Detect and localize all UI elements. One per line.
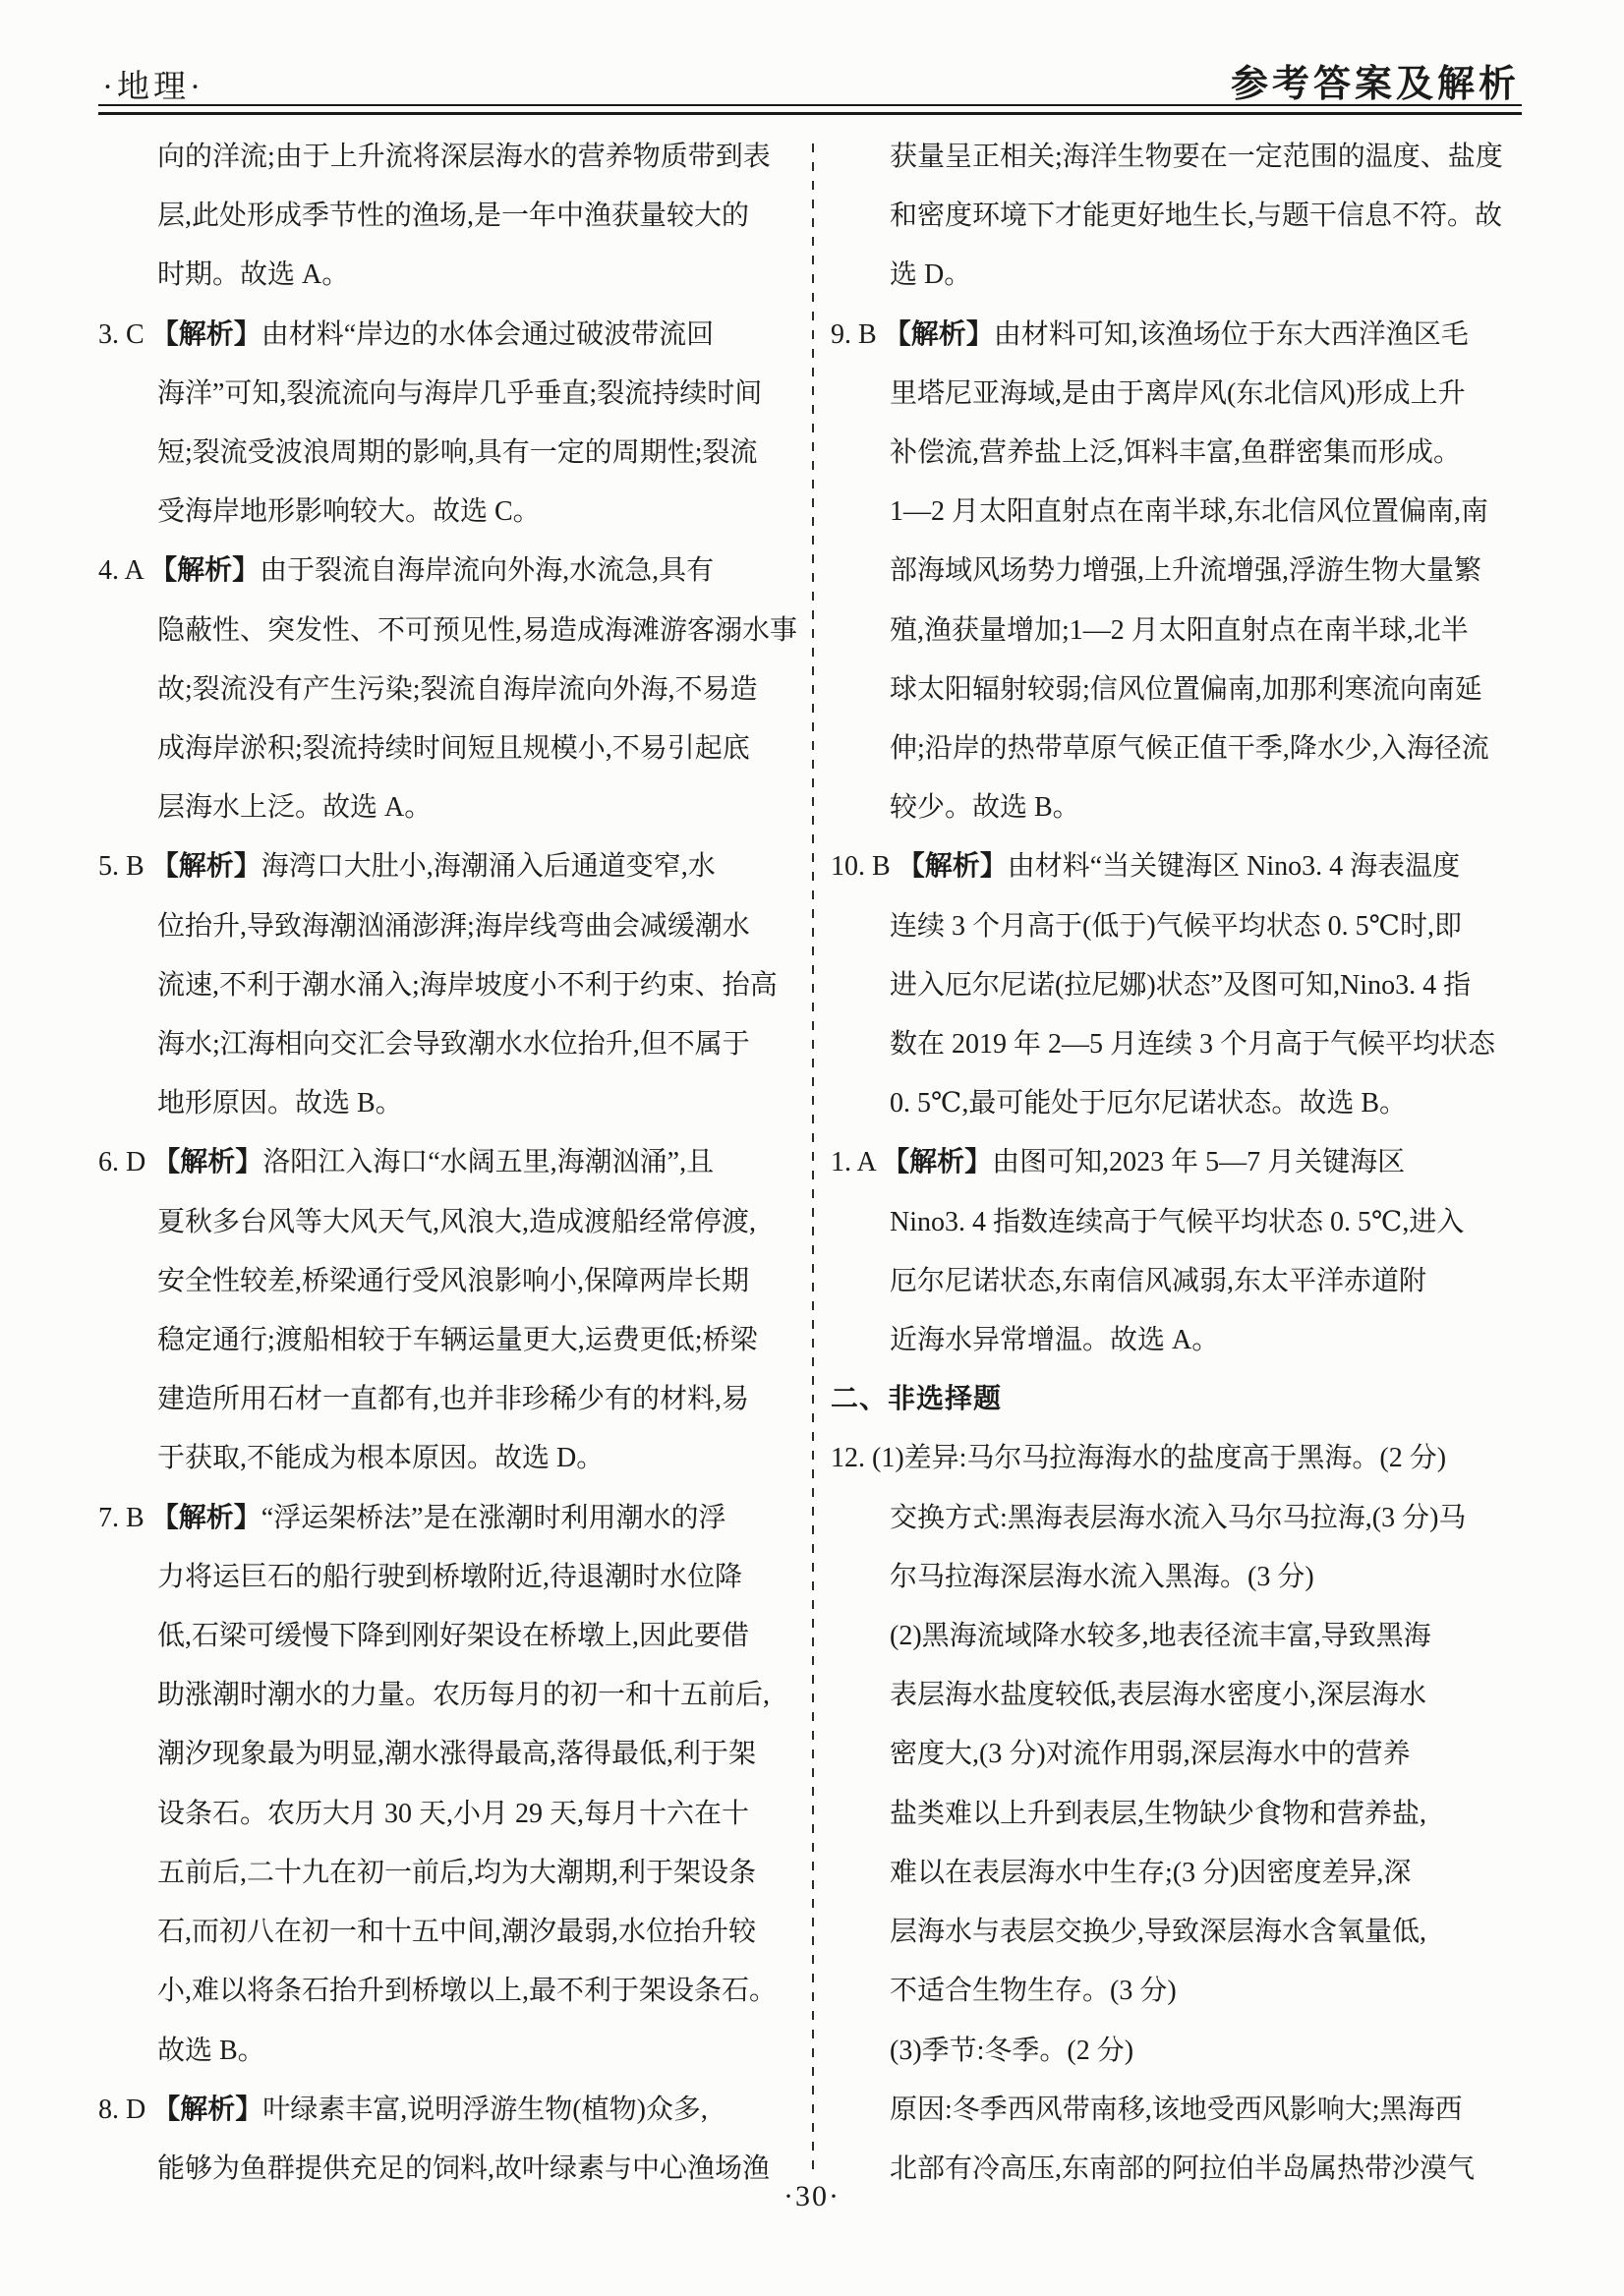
text-line: 10. B 【解析】由材料“当关键海区 Nino3. 4 海表温度 bbox=[831, 851, 1461, 883]
text-line: 部海域风场势力增强,上升流增强,浮游生物大量繁 bbox=[890, 555, 1482, 587]
text-line: 建造所用石材一直都有,也并非珍稀少有的材料,易 bbox=[157, 1384, 750, 1415]
text-line: 连续 3 个月高于(低于)气候平均状态 0. 5℃时,即 bbox=[890, 910, 1462, 942]
text-line: 石,而初八在初一和十五中间,潮汐最弱,水位抬升较 bbox=[157, 1917, 757, 1948]
text-line: 层海水上泛。故选 A。 bbox=[157, 792, 433, 824]
text-line: 补偿流,营养盐上泛,饵料丰富,鱼群密集而形成。 bbox=[890, 437, 1462, 469]
text-line: 层海水与表层交换少,导致深层海水含氧量低, bbox=[890, 1917, 1427, 1948]
analysis-label: 【解析】 bbox=[150, 1502, 261, 1533]
text-line: (3)季节:冬季。(2 分) bbox=[890, 2035, 1134, 2066]
text-line: 短;裂流受波浪周期的影响,具有一定的周期性;裂流 bbox=[157, 437, 758, 469]
text-line: 厄尔尼诺状态,东南信风减弱,东太平洋赤道附 bbox=[890, 1265, 1427, 1296]
text-line: 难以在表层海水中生存;(3 分)因密度差异,深 bbox=[890, 1857, 1412, 1888]
text-line: 于获取,不能成为根本原因。故选 D。 bbox=[157, 1443, 605, 1474]
text-line: 获量呈正相关;海洋生物要在一定范围的温度、盐度 bbox=[890, 142, 1503, 172]
text-line: 位抬升,导致海潮汹涌澎湃;海岸线弯曲会减缓潮水 bbox=[157, 910, 750, 942]
text-line: 低,石梁可缓慢下降到刚好架设在桥墩上,因此要借 bbox=[157, 1621, 750, 1652]
text-line: 伸;沿岸的热带草原气候正值干季,降水少,入海径流 bbox=[890, 733, 1489, 765]
text-line: 球太阳辐射较弱;信风位置偏南,加那利寒流向南延 bbox=[890, 673, 1482, 705]
text-line: 密度大,(3 分)对流作用弱,深层海水中的营养 bbox=[890, 1739, 1411, 1770]
text-line: 设条石。农历大月 30 天,小月 29 天,每月十六在十 bbox=[157, 1798, 750, 1829]
text-line: 盐类难以上升到表层,生物缺少食物和营养盐, bbox=[890, 1798, 1427, 1829]
text-line: 能够为鱼群提供充足的饲料,故叶绿素与中心渔场渔 bbox=[157, 2152, 771, 2184]
text-line: 数在 2019 年 2—5 月连续 3 个月高于气候平均状态 bbox=[890, 1029, 1496, 1061]
text-line: 1—2 月太阳直射点在南半球,东北信风位置偏南,南 bbox=[890, 496, 1489, 528]
text-line: 二、非选择题 bbox=[831, 1384, 1003, 1415]
text-line: 隐蔽性、突发性、不可预见性,易造成海滩游客溺水事 bbox=[157, 614, 798, 646]
text-line: 4. A 【解析】由于裂流自海岸流向外海,水流急,具有 bbox=[98, 555, 715, 587]
analysis-label: 【解析】 bbox=[152, 2094, 263, 2125]
text-line: 成海岸淤积;裂流持续时间短且规模小,不易引起底 bbox=[157, 733, 750, 765]
text-line: 9. B 【解析】由材料可知,该渔场位于东大西洋渔区毛 bbox=[831, 318, 1469, 350]
text-line: 向的洋流;由于上升流将深层海水的营养物质带到表 bbox=[157, 142, 771, 172]
text-line: 力将运巨石的船行驶到桥墩附近,待退潮时水位降 bbox=[157, 1561, 743, 1592]
text-line: 表层海水盐度较低,表层海水密度小,深层海水 bbox=[890, 1680, 1427, 1711]
text-line: 里塔尼亚海域,是由于离岸风(东北信风)形成上升 bbox=[890, 377, 1466, 409]
analysis-label: 【解析】 bbox=[149, 555, 261, 587]
analysis-label: 【解析】 bbox=[897, 851, 1008, 883]
text-line: 和密度环境下才能更好地生长,与题干信息不符。故 bbox=[890, 201, 1503, 232]
text-line: 5. B 【解析】海湾口大肚小,海潮涌入后通道变窄,水 bbox=[98, 851, 716, 883]
text-line: 原因:冬季西风带南移,该地受西风影响大;黑海西 bbox=[890, 2094, 1463, 2125]
text-line: 受海岸地形影响较大。故选 C。 bbox=[157, 496, 541, 528]
text-line: 海洋”可知,裂流流向与海岸几乎垂直;裂流持续时间 bbox=[157, 377, 763, 409]
column-left bbox=[98, 128, 800, 2199]
text-line: 0. 5℃,最可能处于厄尔尼诺状态。故选 B。 bbox=[890, 1088, 1407, 1119]
page-title: 参考答案及解析 bbox=[1230, 64, 1520, 105]
analysis-label: 【解析】 bbox=[150, 318, 261, 350]
text-line: 安全性较差,桥梁通行受风浪影响小,保障两岸长期 bbox=[157, 1265, 750, 1296]
text-line: 选 D。 bbox=[890, 259, 972, 291]
text-line: 五前后,二十九在初一前后,均为大潮期,利于架设条 bbox=[157, 1857, 757, 1888]
text-line: 海水;江海相向交汇会导致潮水水位抬升,但不属于 bbox=[157, 1029, 750, 1061]
text-line: 8. D 【解析】叶绿素丰富,说明浮游生物(植物)众多, bbox=[98, 2094, 708, 2125]
text-line: 层,此处形成季节性的渔场,是一年中渔获量较大的 bbox=[157, 201, 750, 232]
header-subject: ·地理· bbox=[102, 70, 204, 105]
text-line: 潮汐现象最为明显,潮水涨得最高,落得最低,利于架 bbox=[157, 1739, 757, 1770]
text-line: 殖,渔获量增加;1—2 月太阳直射点在南半球,北半 bbox=[890, 614, 1469, 646]
text-line: (2)黑海流域降水较多,地表径流丰富,导致黑海 bbox=[890, 1621, 1431, 1652]
text-line: 交换方式:黑海表层海水流入马尔马拉海,(3 分)马 bbox=[890, 1502, 1467, 1533]
text-line: 近海水异常增温。故选 A。 bbox=[890, 1325, 1220, 1356]
analysis-label: 【解析】 bbox=[150, 851, 261, 883]
text-line: 故;裂流没有产生污染;裂流自海岸流向外海,不易造 bbox=[157, 673, 758, 705]
text-line: 3. C 【解析】由材料“岸边的水体会通过破波带流回 bbox=[98, 318, 715, 350]
text-line: 1. A 【解析】由图可知,2023 年 5—7 月关键海区 bbox=[831, 1147, 1406, 1178]
text-line: 12. (1)差异:马尔马拉海海水的盐度高于黑海。(2 分) bbox=[831, 1443, 1447, 1474]
text-line: 7. B 【解析】“浮运架桥法”是在涨潮时利用潮水的浮 bbox=[98, 1502, 726, 1533]
column-right bbox=[831, 128, 1529, 2199]
analysis-label: 【解析】 bbox=[883, 318, 994, 350]
text-line: 助涨潮时潮水的力量。农历每月的初一和十五前后, bbox=[157, 1680, 771, 1711]
text-line: 稳定通行;渡船相较于车辆运量更大,运费更低;桥梁 bbox=[157, 1325, 758, 1356]
text-line: 6. D 【解析】洛阳江入海口“水阔五里,海潮汹涌”,且 bbox=[98, 1147, 715, 1178]
header-double-rule bbox=[98, 104, 1522, 115]
text-line: 故选 B。 bbox=[157, 2035, 265, 2066]
analysis-label: 【解析】 bbox=[882, 1147, 993, 1178]
column-divider-dashed-line bbox=[812, 144, 814, 2178]
text-line: 流速,不利于潮水涌入;海岸坡度小不利于约束、抬高 bbox=[157, 969, 778, 1001]
text-line: 北部有冷高压,东南部的阿拉伯半岛属热带沙漠气 bbox=[890, 2152, 1476, 2184]
text-line: 地形原因。故选 B。 bbox=[157, 1088, 403, 1119]
text-line: 较少。故选 B。 bbox=[890, 792, 1080, 824]
text-line: Nino3. 4 指数连续高于气候平均状态 0. 5℃,进入 bbox=[890, 1206, 1465, 1237]
text-line: 时期。故选 A。 bbox=[157, 259, 350, 291]
text-line: 进入厄尔尼诺(拉尼娜)状态”及图可知,Nino3. 4 指 bbox=[890, 969, 1472, 1001]
text-line: 不适合生物生存。(3 分) bbox=[890, 1976, 1177, 2007]
text-line: 小,难以将条石抬升到桥墩以上,最不利于架设条石。 bbox=[157, 1976, 778, 2007]
text-line: 尔马拉海深层海水流入黑海。(3 分) bbox=[890, 1561, 1314, 1592]
page-number: ·30· bbox=[783, 2180, 841, 2212]
analysis-label: 【解析】 bbox=[152, 1147, 263, 1178]
text-line: 夏秋多台风等大风天气,风浪大,造成渡船经常停渡, bbox=[157, 1206, 757, 1237]
